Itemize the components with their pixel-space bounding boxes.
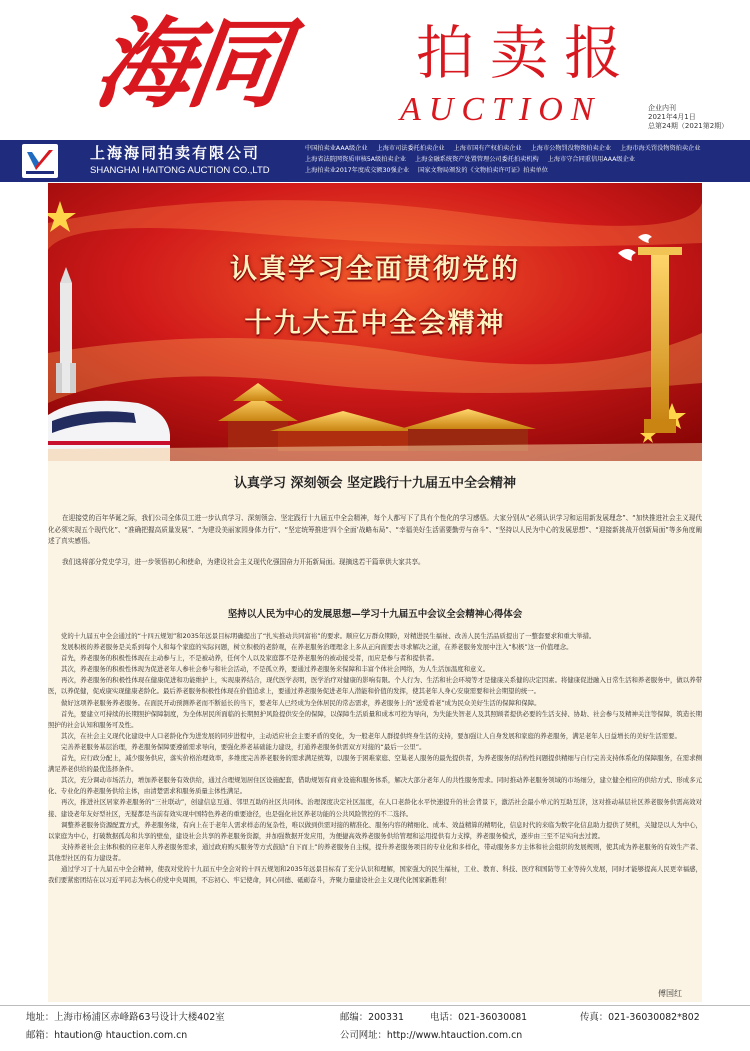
article-2-paragraph: 做好这项养老服务养老服务。在面民开动预测养老而不断延长的当下，要老年人已经成为全体居民的常态需求，养老服务上的“送爱看老”成为民众美好生活的保障和保障。 (61, 698, 541, 707)
article-area (48, 461, 702, 1002)
article-2-paragraph: 其次，养老服务的积极性体现为促进老年人参社会参与和社会活动，不是孤立养，要通过养老服务来保障和丰富个体社会网络，为人生活加温度和意义。 (61, 665, 490, 674)
article-2-paragraph: 再次，养老服务的积极性体现在健康促进和功能维护上，实现康养结合，现代医学表明，医学治疗对健康的影响有限。个人行为、生活和社会环境等才是健康关系健的决定因素。将健康促进融入日常生活和养老服务中，做以养带医，以养促健，促成康实现健康老龄化。最后养老服务积极性体现在价值追求上，要通过养老服务促进老年人潜能和价值的发挥，使其老年人身心安康需要和社会期望的统一。 (48, 676, 702, 696)
article-1-paragraph: 在迎接党的百年华诞之际，我们公司全体员工进一步认真学习、深刻领会、坚定践行十九届五中全会精神，每个人都写下了具有个性化的学习感悟。大家分别从“必须认识学习和运用新发展理念”、“加快推进社会主义现代化必须实现五个现代化”、“准确把握高质量发展”、“为建设美丽家园身体力行”、“坚定统筹推进‘四个全面’战略布局”、“幸福美好生活需要勤劳与奋斗”、“坚持以人民为中心的发展思想”、“迎接新挑战开创新局面”等多角度阐述了真实感悟。 (48, 514, 702, 546)
qualification-item: 上海市国有产权拍卖企业 (453, 145, 522, 152)
masthead-title-en: AUCTION (400, 91, 602, 128)
article-2-signature: 傅国红 (658, 989, 682, 998)
article-2-paragraph: 首先，应行政分配上，减少服务供应，落实价格治理效率，多维度完善养老服务的需求满足统筹，以服务于困难家庭、空巢老人服务的最先提供者，为养老服务的结构性问题提供精细与自行完善支持体系化的保障服务，在需求侧满足养老供给的最优选择条件。 (48, 754, 702, 774)
article-1-paragraph: 我们选将部分党史学习，进一步领悟初心和使命，为建设社会主义现代化强国奋力开拓新局面。现摘选若干篇章供大家共享。 (62, 558, 425, 566)
banner-title-line-2: 十九大五中全会精神 (244, 308, 506, 339)
article-2-paragraph: 调整养老服务资源配置方式，养老服务缘，有向上在于老年人需求样态的复杂性，唯以做到供需对接的精准化、服务内容的精细化、成本、效益精算的精明化，信息时代的来临为数字化信息助力提供了契机，关键是以人为中心，以家庭为中心，打破数据孤岛和共享的壁垒，建设社会共享的养老服务资源，并加强数据开发应用，为便捷高效养老服务供给管理和运用提供有力支撑，养老服务模式，逐步由三至不足实向去过渡。 (48, 820, 702, 840)
issue-line: 企业内刊 (648, 104, 676, 112)
article-2-paragraph: 其次，充分调动市场活力，增加养老服务有效供给，通过合理规划居住区设施配套，借助规划有商业设施和服务体系，解决大部分老年人的共性服务需求。同时推动养老服务领域的市场细分，建立健全相应的供给方式、形成多元化、专业化的养老服务供给主体，由清楚需求和服务质量主体性满足。 (48, 776, 702, 796)
company-logo-icon (22, 144, 58, 178)
footer-address: 地址：上海市杨浦区赤峰路63号设计大楼402室 (26, 1012, 225, 1023)
company-name-en: SHANGHAI HAITONG AUCTION CO.,LTD (90, 165, 270, 176)
article-2-paragraph: 完善养老服务基层治理，养老服务保障要遵循需求导向，要强化养老基础能力建设，打通养老服务供需双方对接的“最后一公里”。 (61, 742, 426, 751)
article-2-paragraph: 再次，推进社区居家养老服务的“三社联动”，创建信息互通、邻里互助的社区共同体。治理深度决定社区温度，在人口老龄化水平快速提升的社会背景下，激活社会最小单元的互助互济，这对推动基层社区养老服务供需高效对接、建设老年友好型社区，无疑都是当前有效实现中国特色养老的重要途径，也是强化社区养老功能的公共风险管控的不二选择。 (48, 798, 702, 818)
qualification-item: 上海市守合同重信用AAA级企业 (547, 156, 635, 163)
article-2-paragraph: 党的十九届五中全会通过的“十四五规划”和2035年远景目标明确提出了“扎实推动共同富裕”的要求。顺应亿万群众期盼，对精进民生福祉、改善人民生活品质提出了一整套要求和重大举措。 (61, 632, 596, 640)
qualification-item: 上海市公物罚没物资拍卖企业 (530, 145, 612, 152)
qualification-item: 上海拍卖业2017年度成交额30强企业 (305, 167, 410, 174)
article-2-paragraph: 支持养老社会主体积极的应老年人养老服务需求，通过政府购买服务等方式鼓励“自下而上”的养老服务自主模，提升养老服务项目的专业化和多样化，带动服务多方主体和社会组织的发展规则，使其成为养老服务的有效生产者、其他型社区的有力建设者。 (48, 842, 702, 862)
article-2-paragraph: 首先，养老服务的积极性体现在主动参与上，不是被动养，任何个人以及家庭都不是养老服务的被动接受者，而应是参与者和提供者。 (61, 654, 439, 663)
company-name-cn: 上海海同拍卖有限公司 (90, 144, 261, 162)
qualification-item: 国家文物局颁发的《文物拍卖许可证》拍卖单位 (418, 167, 548, 174)
article-2-paragraph: 首先，要建立可持续的长期照护保障制度，为全体居民所面临的长期照护风险提供安全的保障，以保障生活质量和成本可控为导向，为失能失智老人及其照顾者提供必要的生活支持、协助、社会参与及精神关注等保障，筑造长期照护的社会认知和服务可及性。 (48, 709, 702, 729)
article-1-title: 认真学习 深刻领会 坚定践行十九届五中全会精神 (233, 476, 517, 491)
hero-banner (48, 183, 702, 461)
issue-info (648, 104, 728, 131)
qualification-item: 上海市海关罚没物资拍卖企业 (619, 145, 701, 152)
footer-postcode: 邮编：200331 (340, 1012, 404, 1023)
masthead-title-paper: 拍卖报 (416, 19, 639, 87)
qualification-item: 中国拍卖业AAA级企业 (305, 145, 368, 152)
issue-line: 2021年4月1日 (648, 113, 696, 121)
masthead-title-big: 海同 (87, 7, 289, 122)
footer-email[interactable]: 邮箱：htaution@ htauction.com.cn (26, 1030, 188, 1041)
footer (0, 1005, 750, 1051)
qualification-item: 上海省法院网资质审核5A级拍卖企业 (305, 156, 406, 163)
qualification-item: 上海金融系统资产处置管理公司委托拍卖机构 (414, 156, 539, 163)
article-2-title: 坚持以人民为中心的发展思想—学习十九届五中会议全会精神心得体会 (227, 609, 523, 620)
banner-title-line-1: 认真学习全面贯彻党的 (230, 254, 520, 285)
masthead (0, 0, 750, 140)
footer-fax: 传真：021-36030082*802 (580, 1012, 700, 1023)
article-2-paragraph: 发展积极的养老服务是关系到每个人和每个家庭的实际问题，树立积极的老龄观，在养老服务治理理念上多从正向面要去寻求解决之道，在养老服务发展中注入“积极”这一价值理念。 (61, 643, 573, 652)
footer-phone: 电话：021-36030081 (430, 1012, 528, 1023)
article-2-paragraph: 通过学习了十九届五中全会精神，使我对党的十九届五中全会对的十四五规划和2035年远景目标有了充分认识和理解，国家强大的民生福祉，工业、教育、科技、医疗和国防等工业等持久发展，同时才能够提高人民更幸福感，我们要紧密团结在以习近平同志为核心的党中央周围，不忘初心、牢记使命，同心同德、砥砺奋斗，齐聚力量建设社会主义现代化国家新胜利！ (48, 864, 702, 885)
footer-website-link[interactable]: 公司网址：http://www.htauction.com.cn (340, 1030, 523, 1041)
qualification-list (305, 143, 750, 176)
qualification-item: 上海市司法委托拍卖企业 (376, 145, 445, 152)
issue-line: 总第24期（2021第2期） (648, 122, 729, 130)
article-2-paragraph: 其次，在社会主义现代化建设中人口老龄化作为进发展的同步进程中，主动适应社会主要矛盾的变化，为一般老年人群提供终身生活的支持，要加强让人自身发展和家庭的养老服务，满足老年人日益增长的美好生活需要。 (61, 731, 681, 740)
article-2-body (48, 631, 702, 886)
